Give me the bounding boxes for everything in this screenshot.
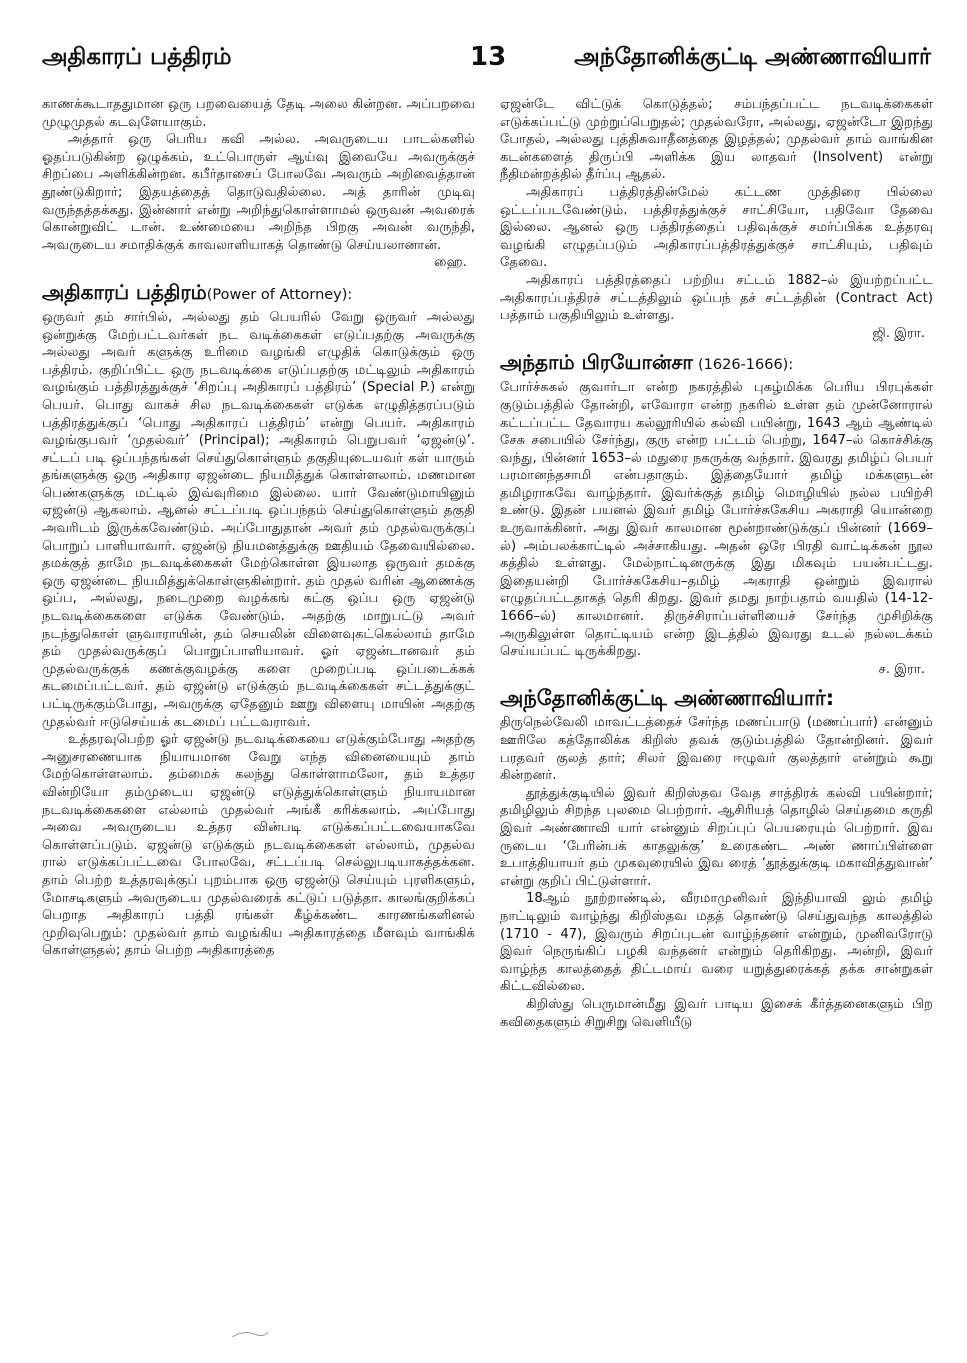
entry-heading-tamil: அதிகாரப் பத்திரம் xyxy=(42,279,207,304)
paragraph: ஒருவர் தம் சார்பில், அல்லது தம் பெயரில் வேறு ஒருவர் அல்லது ஒன்றுக்கு மேற்பட்டவர்கள் நட வடிக்கைகள் எடுப்பதற்கு அவருக்கு அல்லது அவர் களுக்கு உரிமை வழங்கி எழுதிக் கொடுக்கும் ஒரு பத்திரம். குறிப்பிட்ட ஒரு நடவடிக்கை எடுப்பதற்கு மட்டிலும் அதிகாரம் வழங்கும் பத்திரத்துக்குச் ‘சிறப்பு அதிகாரப் பத்திரம்’ (Special P.) என்று பெயர். பொது வாகச் சில நடவடிக்கைகள் எடுக்க எழுதித்தரப்படும் பத்திரத்துக்குப் ‘பொது அதிகாரப் பத்திரம்’ என்று பெயர். அதிகாரம் வழங்குபவர் ‘முதல்வர்’ (Principal); அதிகாரம் பெறுபவர் ‘ஏஜன்டு’. சட்டப் படி ஒப்பந்தங்கள் செய்துகொள்ளும் தகுதியுடையவர் கள் யாரும் தங்களுக்கு ஒரு அதிகார ஏஜன்டை நியமித்துக் கொள்ளலாம். மணமான பெண்களுக்கு மட்டில் இவ்வுரிமை இல்லை. யார் வேண்டுமாயினும் ஏஜன்டு ஆகலாம். ஆனல் சட்டப்படி ஒப்பந்தம் செய்துகொள்ளும் தகுதி அவரிடம் இருக்கவேண்டும். அப்போதுதான் அவர் தம் முதல்வருக்குப் பொறுப் பாளியாவார். ஏஜன்டு நியமனத்துக்கு ஊதியம் தேவையில்லை. தமக்குத் தாமே நடவடிக்கைகள் மேற்கொள்ள இயலாத ஒருவர் தமக்கு ஒரு ஏஜன்டை நியமித்துக்கொள்ளுகின்றார். தம் முதல் வரின் ஆணைக்கு ஒப்ப, அல்லது, நடைமுறை வழக்கங் கட்கு ஒப்ப ஒரு ஏஜன்டு நடவடிக்கைகளை எடுக்க வேண்டும். அதற்கு மாறுபட்டு அவர் நடந்துகொள் ளுவாராயின், தம் செயலின் விளைவுகட்கெல்லாம் தாமே தம் முதல்வருக்குப் பொறுப்பாளியாவர். ஓர் ஏஜன்டானவர் தம் முதல்வருக்குக் கணக்குவழக்கு களை முறைப்படி ஒப்படைக்கக் கடமைப்பட்டவர். தம் ஏஜன்டு எடுக்கும் நடவடிக்கைகள் சட்டத்துக்குட் பட்டிருக்கும்போது, அவருக்கு ஏதேனும் ஊறு விளையு மாயின் அதற்கு முதல்வர் ஈடுசெய்யக் கடமைப் பட்டவராவர். xyxy=(42,309,475,730)
paragraph: 18ஆம் நூற்றாண்டில், வீரமாமுனிவர் இந்தியாவி லும் தமிழ் நாட்டிலும் வாழ்ந்து கிறிஸ்தவ மதத் தொண்டு செய்துவந்த காலத்தில் (1710 - 47), இவரும் சிறப்புடன் வாழ்ந்தனர் என்றும், முனிவரோடு இவர் நெருங்கிப் பழகி வந்தனர் என்றும் தெரிகிறது. அன்றி, இவர் வாழ்ந்த காலத்தைத் திட்டமாய் வரை யறுத்துரைக்கத் தக்க சான்றுகள் கிட்டவில்லை. xyxy=(500,891,933,995)
entry-heading-years: (1626-1666): xyxy=(697,357,794,374)
scan-mark xyxy=(230,1328,270,1340)
running-header xyxy=(42,44,931,84)
entry-heading-tamil: அந்தாம் பிரயோன்சா xyxy=(500,350,693,375)
paragraph: அத்தார் ஒரு பெரிய கவி அல்ல. அவருடைய பாடல்களில் ஓதப்படுகின்ற ஒழுக்கம், உட்பொருள் ஆய்வு இவையே அவருக்குச் சிறப்பை அளிக்கின்றன. கபீர்தாசைப் போலவே அவரும் அறிவைத்தான் தூண்டுகிறார்; இதயத்தைத் தொடுவதில்லை. அத் தாரின் முடிவு வருந்தத்தக்கது. இன்னார் என்று அறிந்துகொள்ளாமல் ஒருவன் அவரைக் கொன்றுவிட் டான். உண்மையை அறிந்த பிறகு அவன் வருந்தி, அவருடைய சமாதிக்குக் காவலாளியாகத் தொண்டு செய்யலானான். xyxy=(42,132,475,253)
paragraph: காணக்கூடாததுமான ஒரு பறவையைத் தேடி அலை கின்றன. அப்பறவை முழுமுதல் கடவுளேயாகும். xyxy=(42,97,475,130)
paragraph: தூத்துக்குடியில் இவர் கிறிஸ்தவ வேத சாத்திரக் கல்வி பயின்றார்; தமிழிலும் சிறந்த புலமை பெற்றார். ஆசிரியத் தொழில் செய்தமை கருதி இவர் அண்ணாவி யார் என்னும் சிறப்புப் பெயரையும் பெற்றார். இவ ருடைய ‘பேரின்பக் காதலுக்கு’ உரைகண்ட அண் ணாப்பிள்ளை உபாத்தியாயர் தம் முகவுரையில் இவ ரைத் ‘தூத்துக்குடி மகாவித்துவான்’ என்று குறிப் பிட்டுள்ளார். xyxy=(500,785,933,889)
header-right-title: அந்தோனிக்குட்டி அண்ணாவியார் xyxy=(574,44,931,70)
author-initials: ஹை. xyxy=(434,255,467,271)
entry-heading-power-of-attorney xyxy=(42,280,475,307)
header-left-title: அதிகாரப் பத்திரம் xyxy=(42,44,232,70)
paragraph: திருநெல்வேலி மாவட்டத்தைச் சேர்ந்த மணப்பாடு (மணப்பார்) என்னும் ஊரிலே கத்தோலிக்க கிறிஸ் தவக் குடும்பத்தில் தோன்றினர். இவர் பரதவர் குலத் தார்; சிலர் இவரை ஈழுவர் குலத்தார் என்றும் கூறு கின்றனர். xyxy=(500,715,933,784)
author-initials: ஜி. இரா. xyxy=(872,325,925,341)
paragraph: அதிகாரப் பத்திரத்தைப் பற்றிய சட்டம் 1882–ல் இயற்றப்பட்ட அதிகாரப்பத்திரச் சட்டத்திலும் ஒப்பந் தச் சட்டத்தின் (Contract Act) பத்தாம் பகுதியிலும் உள்ளது. xyxy=(500,272,933,324)
paragraph: உத்தரவுபெற்ற ஓர் ஏஜன்டு நடவடிக்கையை எடுக்கும்போது அதற்கு அனுசரணையாக நியாயமான வேறு எந்த வினையையும் தாம் மேற்கொள்ளலாம். தம்மைக் கலந்து கொள்ளாமலோ, தம் உத்தர வின்றியோ தம்முடைய ஏஜன்டு எடுத்துக்கொள்ளும் நியாயமான நடவடிக்கைகளை எல்லாம் முதல்வர் அங்கீ கரிக்கலாம். அப்போது அவை அவருடைய உத்தர வின்படி எடுக்கப்பட்டவையாகவே கொள்ளப்படும். ஏஜன்டு எடுக்கும் நடவடிக்கைகள் எல்லாம், முதல்வ ரால் எடுக்கப்பட்டவை போலவே, சட்டப்படி செல்லுபடியாகத்தக்கன. தாம் பெற்ற உத்தரவுக்குப் புறம்பாக ஒரு ஏஜன்டு செய்யும் புரளிகளும், மோசடிகளும் அவருடைய முதல்வரைக் கட்டுப் படுத்தா. காலங்குறிக்கப் பெறாத அதிகாரப் பத்தி ரங்கள் கீழ்க்கண்ட காரணங்களினல் முறிவுபெறும்: முதல்வர் தாம் வழங்கிய அதிகாரத்தை மீளவும் வாங்கிக் கொள்ளுதல்; தாம் பெற்ற அதிகாரத்தை xyxy=(42,732,475,959)
left-column xyxy=(42,96,475,960)
right-column xyxy=(500,96,933,1031)
page-number: 13 xyxy=(470,42,507,72)
entry-heading-tamil: அந்தோனிக்குட்டி அண்ணாவியார்: xyxy=(500,686,835,711)
entry-heading-antao-proenca xyxy=(500,350,933,377)
paragraph: போர்ச்சுகல் குவார்டா என்ற நகரத்தில் புகழ்மிக்க பெரிய பிரபுக்கள் குடும்பத்தில் தோன்றி, எவோரா என்ற நகரில் உள்ள தம் முன்னோரால் கட்டப்பட்ட தேவாரய கல்லூரியில் கல்வி பயின்று, 1643 ஆம் ஆண்டில் சேசு சபையில் சேர்ந்து, குரு என்ற பட்டம் பெற்று, 1647–ல் கொச்சிக்கு வந்து, பின்னர் 1653–ல் மதுரை நகருக்கு வந்தார். இவரது தமிழ்ப் பெயர் பரமானந்தசாமி என்பதாகும். இத்தையோர் தமிழ் மக்களுடன் தமிழராகவே வாழ்ந்தார். இவர்க்குத் தமிழ் மொழியில் நல்ல பயிற்சி உண்டு. இதன் பயனல் இவர் தமிழ் போர்ச்சுகேசிய அகராதி யொன்றை உருவாக்கினர். அது இவர் காலமான மூன்றாண்டுக்குப் பின்னர் (1669–ல்) அம்பலக்காட்டில் அச்சாகியது. அதன் ஒரே பிரதி வாட்டிக்கன் நூல கத்தில் உள்ளது. மேல்நாட்டினருக்கு இது மிகவும் பயன்பட்டது. இதையன்றி போர்ச்சுகேசிய–தமிழ் அகராதி ஒன்றும் இவரால் எழுதப்பட்டதாகத் தெரி கிறது. இவர் தமது நாற்பதாம் வயதில் (14-12-1666–ல்) காலமானர். திருச்சிராப்பள்ளியைச் சேர்ந்த முசிறிக்கு அருகிலுள்ள தொட்டியம் என்ற இடத்தில் இவரது உடல் நல்லடக்கம் செய்யப்பட் டிருக்கிறது. xyxy=(500,380,933,660)
paragraph: கிறிஸ்து பெருமான்மீது இவர் பாடிய இசைக் கீர்த்தனைகளும் பிற கவிதைகளும் சிறுசிறு வெளியீடு xyxy=(500,996,933,1030)
paragraph: ஏஜன்டே விட்டுக் கொடுத்தல்; சம்பந்தப்பட்ட நடவடிக்கைகள் எடுக்கப்பட்டு முற்றுப்பெறுதல்; முதல்வரோ, அல்லது, ஏஜன்டோ இறந்து போதல், அல்லது புத்திசுவாதீனத்தை இழத்தல்; முதல்வர் தாம் வாங்கின கடன்களைத் திருப்பி அளிக்க இய லாதவர் (Insolvent) என்று நீதிமன்றத்தில் தீர்ப்பு ஆதல். xyxy=(500,97,933,183)
entry-heading-english: (Power of Attorney): xyxy=(206,286,353,303)
entry-heading-anthonikutti xyxy=(500,686,933,712)
author-initials: ச. இரா. xyxy=(878,661,925,677)
paragraph: அதிகாரப் பத்திரத்தின்மேல் கட்டண முத்திரை பில்லை ஒட்டப்படவேண்டும். பத்திரத்துக்குச் சாட்சியோ, பதிவோ தேவை இல்லை. ஆனல் ஒரு பத்திரத்தைப் பதிவுக்குச் சமர்ப்பிக்க உத்தரவு வழங்கி எழுதப்படும் அதிகாரப்பத்திரத்துக்குச் சாட்சியும், பதிவும் தேவை. xyxy=(500,184,933,271)
